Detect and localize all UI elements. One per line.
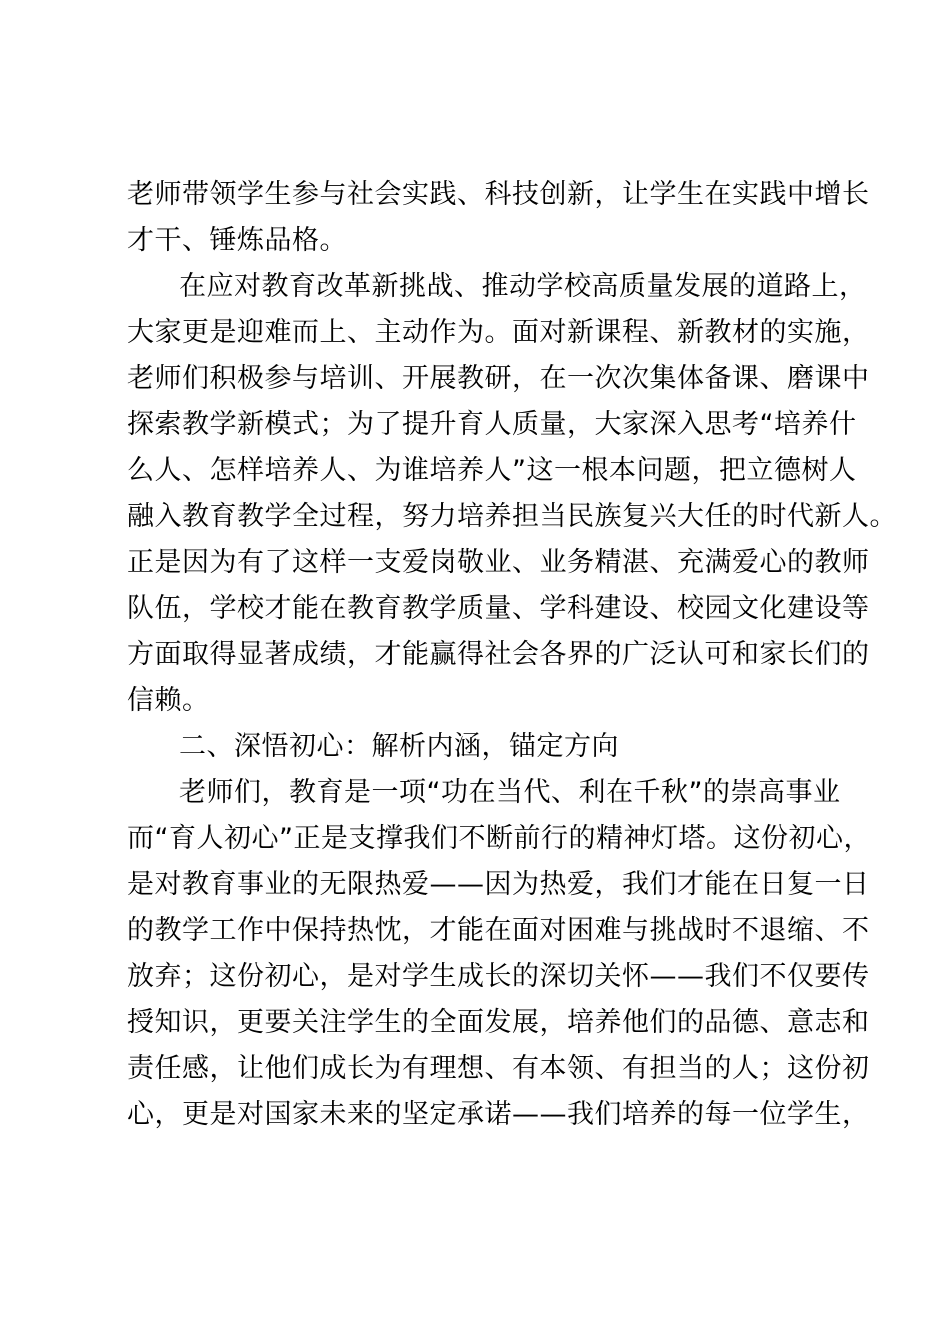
paragraph-line: 才干、锤炼品格。 <box>127 225 347 256</box>
paragraph-line: 授知识，更要关注学生的全面发展，培养他们的品德、意志和 <box>127 1007 870 1038</box>
paragraph-line: 而“育人初心”正是支撑我们不断前行的精神灯塔。这份初心， <box>127 823 871 854</box>
paragraph-line: 队伍，学校才能在教育教学质量、学科建设、校园文化建设等 <box>127 593 870 624</box>
section-heading: 二、深悟初心：解析内涵，锚定方向 <box>179 731 619 762</box>
paragraph-line: 融入教育教学全过程，努力培养担当民族复兴大任的时代新人。 <box>127 501 897 532</box>
paragraph-line: 责任感，让他们成长为有理想、有本领、有担当的人；这份初 <box>127 1053 870 1084</box>
paragraph-line: 信赖。 <box>127 685 210 716</box>
paragraph-line: 的教学工作中保持热忱，才能在面对困难与挑战时不退缩、不 <box>127 915 870 946</box>
paragraph-line: 老师们，教育是一项“功在当代、利在千秋”的崇高事业 <box>179 777 841 808</box>
paragraph-line: 老师带领学生参与社会实践、科技创新，让学生在实践中增长 <box>127 179 870 210</box>
paragraph-line: 大家更是迎难而上、主动作为。面对新课程、新教材的实施， <box>127 317 870 348</box>
paragraph-line: 么人、怎样培养人、为谁培养人”这一根本问题，把立德树人 <box>127 455 857 486</box>
paragraph-line: 方面取得显著成绩，才能赢得社会各界的广泛认可和家长们的 <box>127 639 870 670</box>
paragraph-line: 是对教育事业的无限热爱——因为热爱，我们才能在日复一日 <box>127 869 870 900</box>
paragraph-line: 在应对教育改革新挑战、推动学校高质量发展的道路上， <box>179 271 867 302</box>
paragraph-line: 老师们积极参与培训、开展教研，在一次次集体备课、磨课中 <box>127 363 870 394</box>
paragraph-line: 心，更是对国家未来的坚定承诺——我们培养的每一位学生， <box>127 1099 870 1130</box>
paragraph-line: 探索教学新模式；为了提升育人质量，大家深入思考“培养什 <box>127 409 857 440</box>
paragraph-line: 正是因为有了这样一支爱岗敬业、业务精湛、充满爱心的教师 <box>127 547 870 578</box>
paragraph-line: 放弃；这份初心，是对学生成长的深切关怀——我们不仅要传 <box>127 961 870 992</box>
